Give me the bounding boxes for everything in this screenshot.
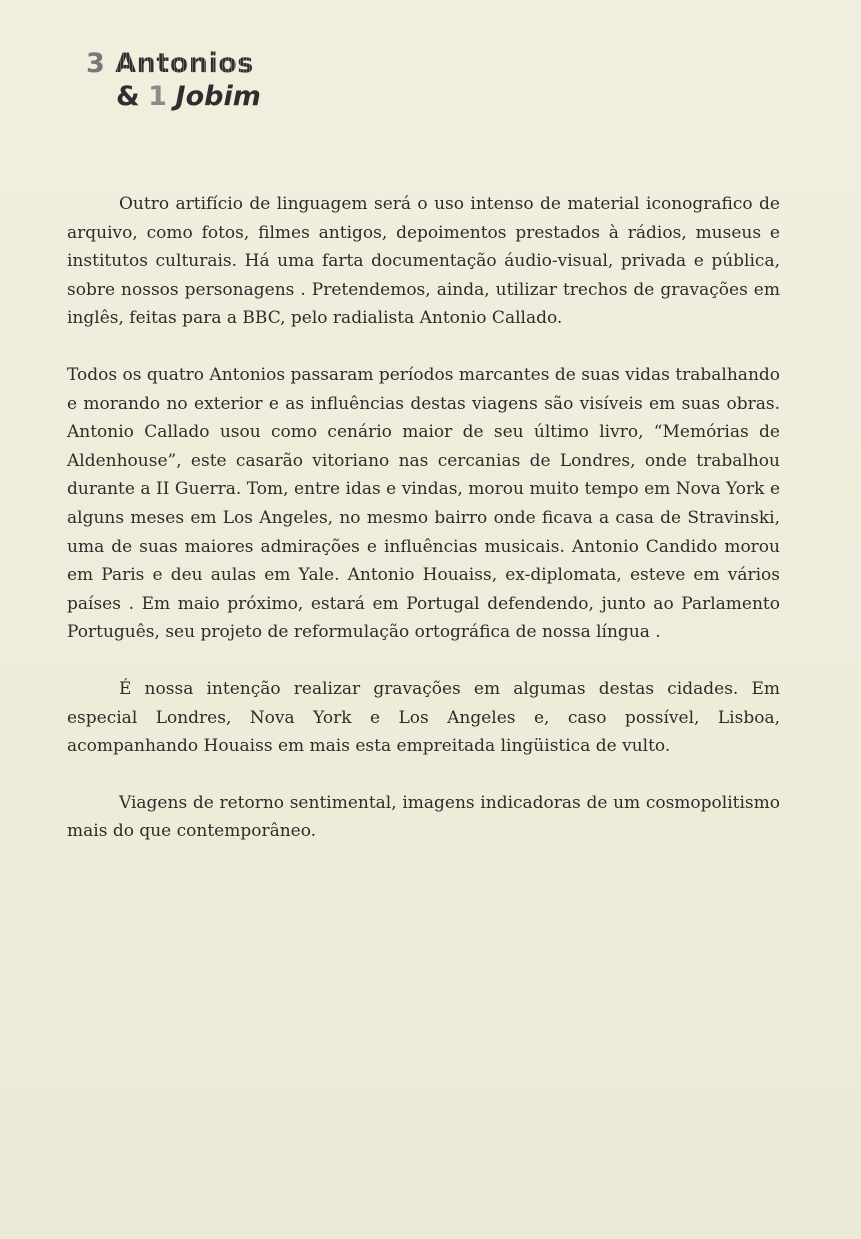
logo xyxy=(86,48,306,118)
paragraph-3: É nossa intenção realizar gravações em algumas destas cidades. Em especial Londres, Nova York e Los Angeles e, caso possível, Lisboa, acompanhando Houaiss em mais esta empreitada lingüistica de vulto. xyxy=(67,678,780,757)
paragraph-4: Viagens de retorno sentimental, imagens indicadoras de um cosmopolitismo mais do que contemporâneo. xyxy=(67,792,780,842)
logo-number-3: 3 xyxy=(86,48,106,79)
logo-number-1: 1 xyxy=(148,81,167,112)
logo-line-1 xyxy=(86,48,254,79)
logo-word-antonios: Antonios xyxy=(115,48,254,79)
logo-ampersand: & xyxy=(116,81,140,112)
body-text xyxy=(67,190,780,874)
logo-line-2 xyxy=(116,81,261,112)
paragraph-2: Todos os quatro Antonios passaram períodos marcantes de suas vidas trabalhando e morando no exterior e as influências destas viagens são visíveis em suas obras. Antonio Callado usou como cenário maior de seu último livro, “Memórias de Aldenhouse”, este casarão vitoriano nas cercanias de Londres, onde trabalhou durante a II Guerra. Tom, entre idas e vindas, morou muito tempo em Nova York e alguns meses em Los Angeles, no mesmo bairro onde ficava a casa de Stravinski, uma de suas maiores admirações e influências musicais. Antonio Candido morou em Paris e deu aulas em Yale. Antonio Houaiss, ex-diplomata, esteve em vários países . Em maio próximo, estará em Portugal defendendo, junto ao Parlamento Português, seu projeto de reformulação ortográfica de nossa língua . xyxy=(67,364,781,643)
paragraph-1: Outro artifício de linguagem será o uso intenso de material iconografico de arquivo, como fotos, filmes antigos, depoimentos prestados à rádios, museus e institutos culturais. Há uma farta documentação áudio-visual, privada e pública, sobre nossos personagens . Pretendemos, ainda, utilizar trechos de gravações em inglês, feitas para a BBC, pelo radialista Antonio Callado. xyxy=(67,194,780,329)
logo-name-jobim: Jobim xyxy=(175,81,261,112)
